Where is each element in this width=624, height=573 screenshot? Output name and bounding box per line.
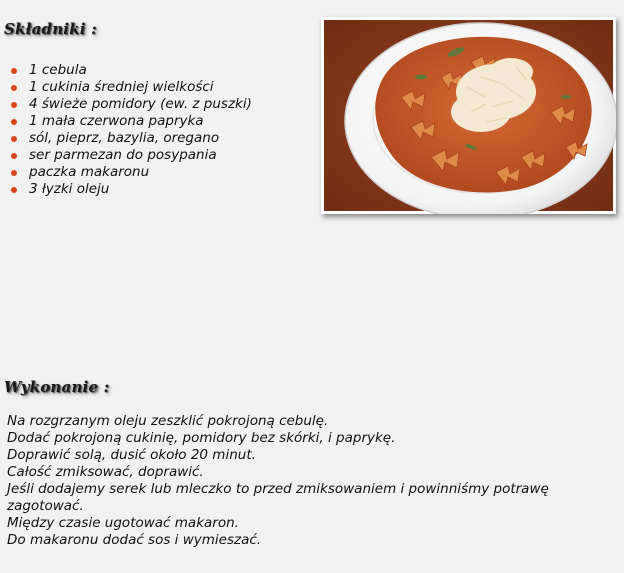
list-item: 1 mała czerwona papryka <box>8 113 252 130</box>
bullet-icon <box>11 136 17 142</box>
method-line: Między czasie ugotować makaron. <box>7 515 239 531</box>
list-item: paczka makaronu <box>8 164 252 181</box>
method-text <box>7 413 607 549</box>
method-line: Do makaronu dodać sos i wymieszać. <box>7 532 262 548</box>
method-line: Dodać pokrojoną cukinię, pomidory bez skórki, i paprykę. <box>7 430 396 446</box>
method-line: Całość zmiksować, doprawić. <box>7 464 204 480</box>
dish-photo <box>321 17 616 214</box>
bullet-icon <box>11 187 17 193</box>
ingredients-heading: Składniki : <box>4 20 97 38</box>
bullet-icon <box>11 85 17 91</box>
method-line: Doprawić solą, dusić około 20 minut. <box>7 447 256 463</box>
list-item: 4 świeże pomidory (ew. z puszki) <box>8 96 252 113</box>
bullet-icon <box>11 68 17 74</box>
bullet-icon <box>11 170 17 176</box>
list-item: 1 cebula <box>8 62 252 79</box>
method-line: Na rozgrzanym oleju zeszklić pokrojoną cebulę. <box>7 413 329 429</box>
pasta-dish-photo <box>321 17 616 214</box>
list-item: 1 cukinia średniej wielkości <box>8 79 252 96</box>
method-line: Jeśli dodajemy serek lub mleczko to przed zmiksowaniem i powinniśmy potrawę zagotować. <box>7 481 549 514</box>
ingredients-list <box>8 62 252 198</box>
list-item: sól, pieprz, bazylia, oregano <box>8 130 252 147</box>
bullet-icon <box>11 102 17 108</box>
bullet-icon <box>11 119 17 125</box>
bullet-icon <box>11 153 17 159</box>
list-item: 3 łyzki oleju <box>8 181 252 198</box>
method-heading: Wykonanie : <box>4 378 110 396</box>
list-item: ser parmezan do posypania <box>8 147 252 164</box>
